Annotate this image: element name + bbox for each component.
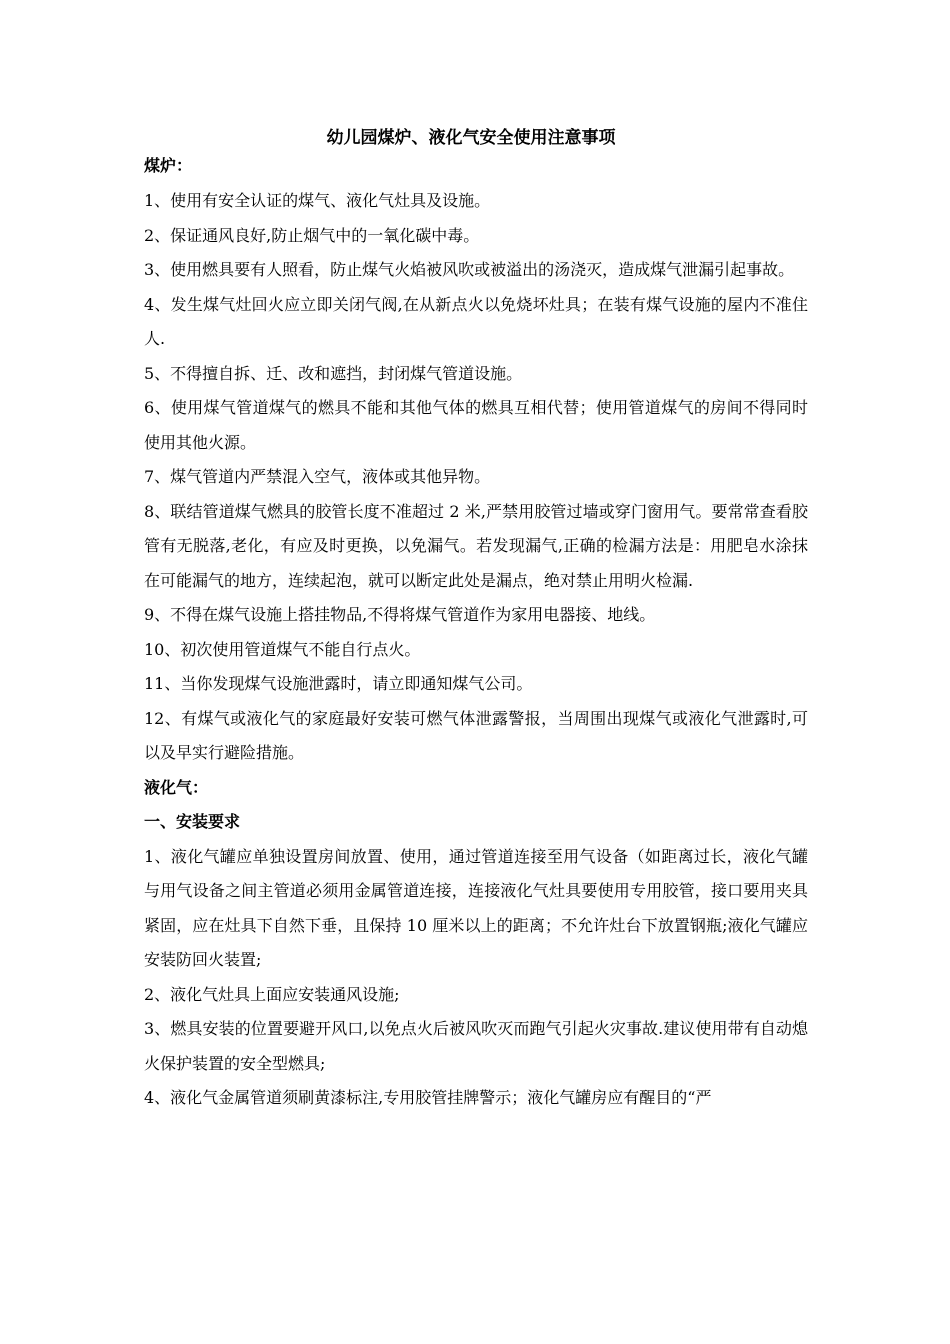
coal-item-9: 9、不得在煤气设施上搭挂物品,不得将煤气管道作为家用电器接、地线。	[144, 605, 656, 624]
coal-item-7: 7、煤气管道内严禁混入空气，液体或其他异物。	[144, 467, 491, 486]
coal-item-3: 3、使用燃具要有人照看，防止煤气火焰被风吹或被溢出的汤浇灭，造成煤气泄漏引起事故。	[144, 260, 795, 279]
document-title: 幼儿园煤炉、液化气安全使用注意事项	[326, 128, 616, 148]
install-item-3: 3、燃具安装的位置要避开风口,以免点火后被风吹灭而跑气引起火灾事故.建议使用带有自动熄火保护装置的安全型燃具;	[144, 1019, 808, 1073]
coal-item-6: 6、使用煤气管道煤气的燃具不能和其他气体的燃具互相代替；使用管道煤气的房间不得同时使用其他火源。	[144, 398, 808, 452]
document-body	[144, 124, 808, 1116]
install-requirements-heading: 一、安装要求	[144, 812, 241, 831]
coal-item-4: 4、发生煤气灶回火应立即关闭气阀,在从新点火以免烧坏灶具；在装有煤气设施的屋内不准住人.	[144, 294, 808, 348]
coal-stove-heading: 煤炉：	[144, 156, 193, 175]
coal-item-2: 2、保证通风良好,防止烟气中的一氧化碳中毒。	[144, 225, 480, 245]
coal-item-8: 8、联结管道煤气燃具的胶管长度不准超过 2 米,严禁用胶管过墙或穿门窗用气。要常常查看胶管有无脱落,老化，有应及时更换，以免漏气。若发现漏气,正确的检漏方法是：用肥皂水涂抹在可能漏气的地方，连续起泡，就可以断定此处是漏点，绝对禁止用明火检漏.	[144, 501, 808, 590]
coal-item-11: 11、当你发现煤气设施泄露时，请立即通知煤气公司。	[144, 674, 533, 693]
lpg-heading: 液化气：	[144, 777, 209, 797]
coal-item-1: 1、使用有安全认证的煤气、液化气灶具及设施。	[144, 191, 491, 210]
install-item-2: 2、液化气灶具上面应安装通风设施;	[144, 984, 400, 1004]
coal-item-5: 5、不得擅自拆、迁、改和遮挡，封闭煤气管道设施。	[144, 363, 523, 383]
coal-item-10: 10、初次使用管道煤气不能自行点火。	[144, 639, 421, 659]
coal-item-12: 12、有煤气或液化气的家庭最好安装可燃气体泄露警报，当周围出现煤气或液化气泄露时,可以及早实行避险措施。	[144, 708, 808, 762]
install-item-4: 4、液化气金属管道须刷黄漆标注,专用胶管挂牌警示；液化气罐房应有醒目的“严	[144, 1088, 712, 1107]
install-item-1: 1、液化气罐应单独设置房间放置、使用，通过管道连接至用气设备（如距离过长，液化气罐与用气设备之间主管道必须用金属管道连接，连接液化气灶具要使用专用胶管，接口要用夹具紧固，应在灶具下自然下垂，且保持 10 厘米以上的距离；不允许灶台下放置钢瓶;液化气罐应安装防回火装置;	[144, 846, 808, 969]
